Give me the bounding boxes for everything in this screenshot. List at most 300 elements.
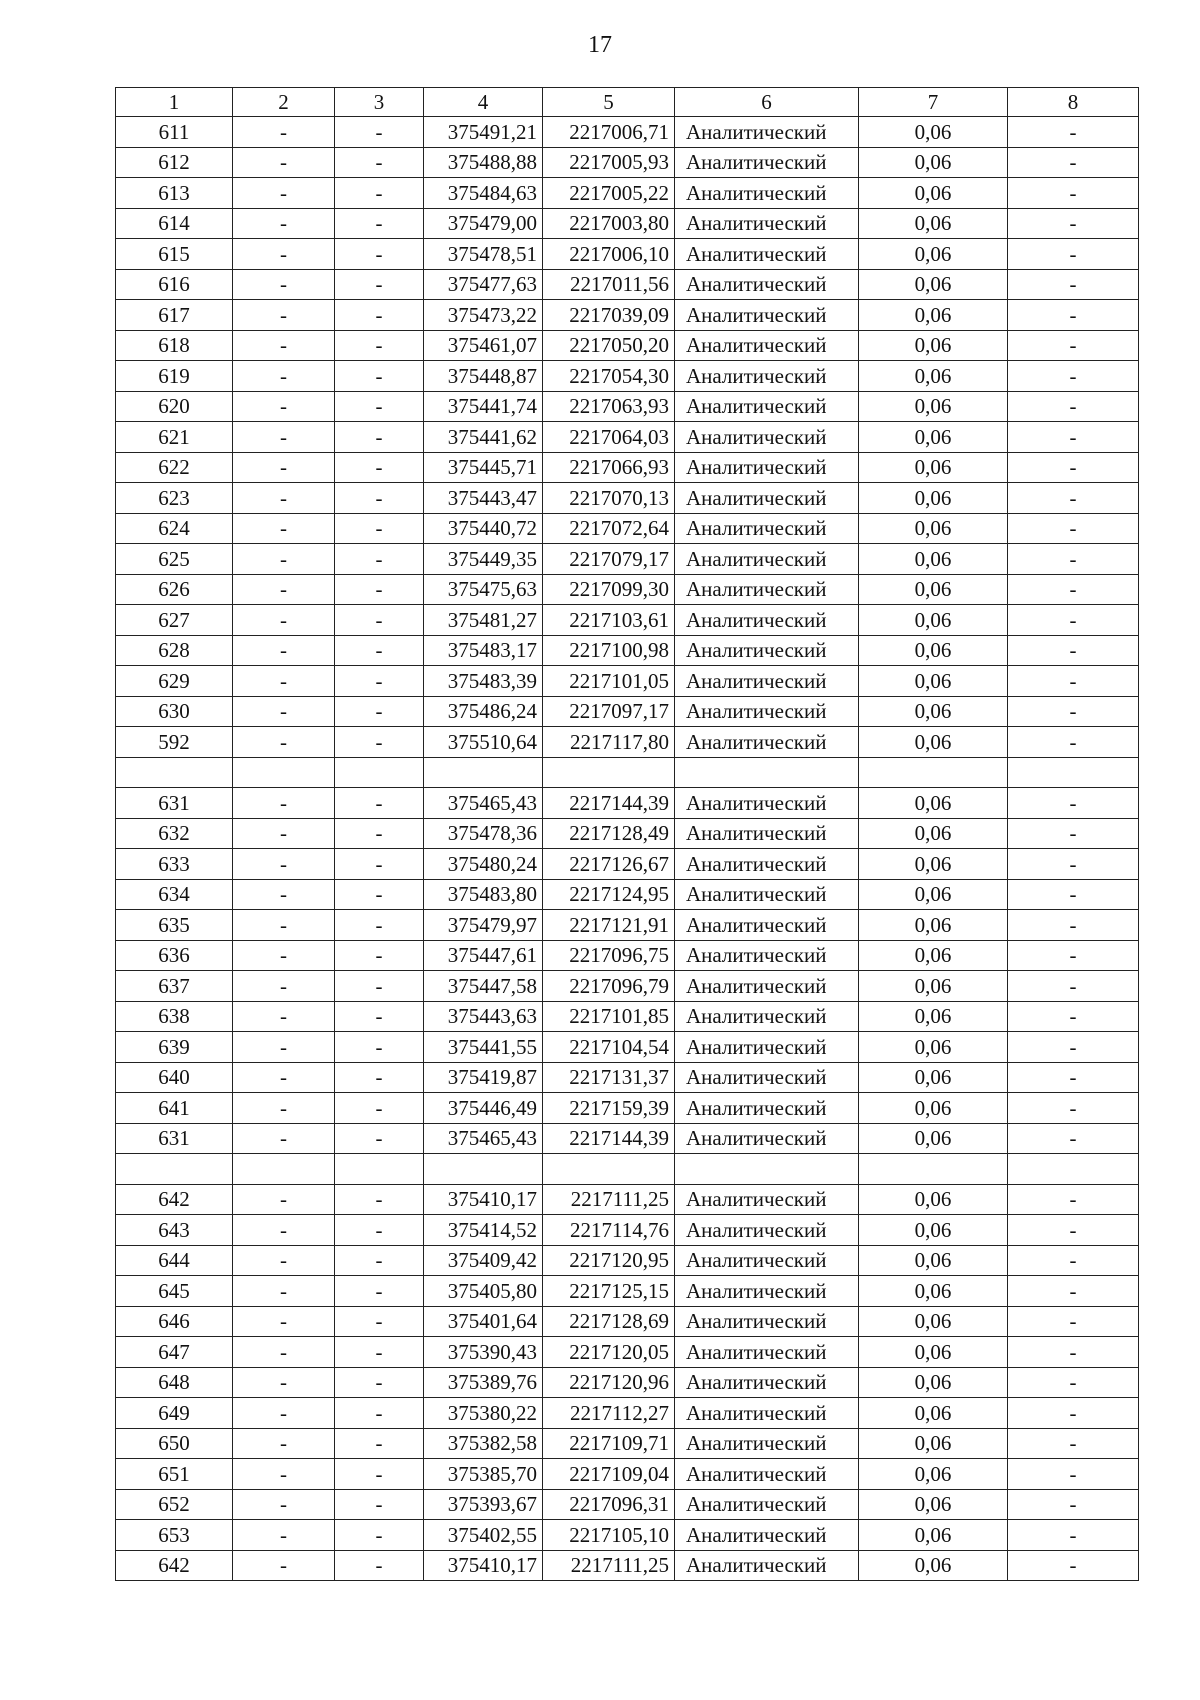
col-8-value [1008,757,1139,788]
point-number: 637 [116,971,233,1002]
coordinate-y: 2217128,69 [543,1306,675,1337]
col-3-value: - [335,818,424,849]
coordinate-y: 2217100,98 [543,635,675,666]
accuracy-value: 0,06 [859,574,1008,605]
coordinate-x [424,757,543,788]
coordinate-y: 2217063,93 [543,391,675,422]
point-number: 640 [116,1062,233,1093]
table-separator-row [116,757,1139,788]
coordinate-x: 375481,27 [424,605,543,636]
coordinate-x: 375380,22 [424,1398,543,1429]
method-value: Аналитический [675,147,859,178]
method-value: Аналитический [675,483,859,514]
col-2-value: - [233,849,335,880]
point-number: 627 [116,605,233,636]
table-row [116,147,1139,178]
table-row [116,818,1139,849]
accuracy-value: 0,06 [859,1428,1008,1459]
point-number: 622 [116,452,233,483]
col-2-value: - [233,147,335,178]
col-2-value: - [233,1276,335,1307]
coordinate-y: 2217096,75 [543,940,675,971]
accuracy-value: 0,06 [859,635,1008,666]
col-8-value: - [1008,1032,1139,1063]
coordinate-y [543,757,675,788]
accuracy-value: 0,06 [859,1550,1008,1581]
point-number: 630 [116,696,233,727]
col-8-value: - [1008,269,1139,300]
coordinate-x: 375409,42 [424,1245,543,1276]
coordinate-x: 375475,63 [424,574,543,605]
col-3-value: - [335,269,424,300]
col-8-value: - [1008,940,1139,971]
coordinate-x: 375483,80 [424,879,543,910]
coordinate-x: 375483,17 [424,635,543,666]
col-3-value: - [335,1489,424,1520]
coordinate-x: 375441,74 [424,391,543,422]
col-3-value: - [335,483,424,514]
accuracy-value: 0,06 [859,117,1008,148]
table-row [116,849,1139,880]
column-header-8: 8 [1008,88,1139,117]
coordinate-x: 375443,47 [424,483,543,514]
point-number: 592 [116,727,233,758]
method-value: Аналитический [675,1459,859,1490]
method-value: Аналитический [675,1337,859,1368]
coordinate-y: 2217114,76 [543,1215,675,1246]
method-value: Аналитический [675,330,859,361]
coordinate-x: 375410,17 [424,1184,543,1215]
table-row [116,1245,1139,1276]
col-2-value: - [233,788,335,819]
method-value: Аналитический [675,1032,859,1063]
accuracy-value: 0,06 [859,1093,1008,1124]
col-3-value: - [335,1184,424,1215]
col-2-value: - [233,391,335,422]
col-3-value: - [335,391,424,422]
accuracy-value: 0,06 [859,1367,1008,1398]
point-number: 642 [116,1184,233,1215]
coordinate-y: 2217125,15 [543,1276,675,1307]
point-number: 634 [116,879,233,910]
accuracy-value [859,757,1008,788]
col-8-value: - [1008,1337,1139,1368]
method-value: Аналитический [675,635,859,666]
col-8-value: - [1008,1215,1139,1246]
point-number: 621 [116,422,233,453]
col-8-value: - [1008,696,1139,727]
accuracy-value: 0,06 [859,1489,1008,1520]
col-3-value: - [335,513,424,544]
point-number: 645 [116,1276,233,1307]
point-number: 636 [116,940,233,971]
table-row [116,1001,1139,1032]
col-8-value: - [1008,666,1139,697]
coordinate-x: 375484,63 [424,178,543,209]
accuracy-value: 0,06 [859,391,1008,422]
table-row [116,1337,1139,1368]
table-row [116,1215,1139,1246]
method-value: Аналитический [675,1062,859,1093]
col-3-value: - [335,422,424,453]
col-2-value: - [233,483,335,514]
col-3-value: - [335,635,424,666]
col-2-value: - [233,208,335,239]
method-value: Аналитический [675,879,859,910]
table-row [116,1306,1139,1337]
col-8-value: - [1008,971,1139,1002]
col-2-value: - [233,422,335,453]
point-number: 644 [116,1245,233,1276]
coordinate-y: 2217003,80 [543,208,675,239]
accuracy-value [859,1154,1008,1185]
accuracy-value: 0,06 [859,330,1008,361]
method-value: Аналитический [675,1245,859,1276]
table-row [116,910,1139,941]
coordinate-y: 2217039,09 [543,300,675,331]
col-2-value: - [233,1062,335,1093]
accuracy-value: 0,06 [859,239,1008,270]
col-3-value: - [335,971,424,1002]
table-row [116,1367,1139,1398]
col-2-value: - [233,513,335,544]
table-row [116,605,1139,636]
col-3-value: - [335,1337,424,1368]
table-body [116,117,1139,1581]
col-2-value: - [233,910,335,941]
col-2-value: - [233,940,335,971]
table-row [116,1520,1139,1551]
coordinate-x: 375441,55 [424,1032,543,1063]
col-8-value: - [1008,574,1139,605]
col-2-value: - [233,300,335,331]
col-2-value: - [233,879,335,910]
table-row [116,879,1139,910]
coordinate-x: 375449,35 [424,544,543,575]
coordinate-y: 2217105,10 [543,1520,675,1551]
col-3-value: - [335,1428,424,1459]
accuracy-value: 0,06 [859,1123,1008,1154]
col-8-value: - [1008,1123,1139,1154]
col-3-value: - [335,1398,424,1429]
coordinate-y: 2217111,25 [543,1184,675,1215]
coordinate-y: 2217111,25 [543,1550,675,1581]
col-2-value: - [233,1306,335,1337]
method-value: Аналитический [675,178,859,209]
point-number: 648 [116,1367,233,1398]
col-8-value: - [1008,330,1139,361]
accuracy-value: 0,06 [859,1398,1008,1429]
method-value: Аналитический [675,1093,859,1124]
col-2-value: - [233,818,335,849]
point-number: 620 [116,391,233,422]
point-number: 643 [116,1215,233,1246]
accuracy-value: 0,06 [859,1032,1008,1063]
coordinate-x: 375402,55 [424,1520,543,1551]
accuracy-value: 0,06 [859,1337,1008,1368]
accuracy-value: 0,06 [859,1062,1008,1093]
point-number: 642 [116,1550,233,1581]
col-8-value: - [1008,422,1139,453]
coordinate-x: 375419,87 [424,1062,543,1093]
point-number: 639 [116,1032,233,1063]
col-2-value: - [233,727,335,758]
col-2-value: - [233,330,335,361]
coordinate-y: 2217006,71 [543,117,675,148]
col-3-value: - [335,330,424,361]
col-3-value: - [335,1123,424,1154]
method-value: Аналитический [675,1306,859,1337]
coordinate-x: 375465,43 [424,788,543,819]
column-header-4: 4 [424,88,543,117]
column-header-6: 6 [675,88,859,117]
column-header-5: 5 [543,88,675,117]
accuracy-value: 0,06 [859,1215,1008,1246]
coordinate-x: 375447,61 [424,940,543,971]
col-2-value: - [233,1093,335,1124]
col-2-value: - [233,1459,335,1490]
method-value: Аналитический [675,696,859,727]
accuracy-value: 0,06 [859,1001,1008,1032]
table-row [116,239,1139,270]
table-row [116,330,1139,361]
col-8-value: - [1008,483,1139,514]
point-number: 641 [116,1093,233,1124]
point-number: 647 [116,1337,233,1368]
coordinate-x: 375440,72 [424,513,543,544]
method-value: Аналитический [675,574,859,605]
method-value: Аналитический [675,300,859,331]
method-value: Аналитический [675,818,859,849]
coordinate-x: 375486,24 [424,696,543,727]
column-header-1: 1 [116,88,233,117]
method-value: Аналитический [675,1428,859,1459]
method-value: Аналитический [675,1001,859,1032]
table-row [116,544,1139,575]
point-number: 624 [116,513,233,544]
col-3-value: - [335,544,424,575]
coordinate-y: 2217124,95 [543,879,675,910]
coordinates-table [115,87,1139,1581]
table-row [116,574,1139,605]
point-number: 629 [116,666,233,697]
coordinate-x: 375448,87 [424,361,543,392]
coordinate-x: 375443,63 [424,1001,543,1032]
col-3-value: - [335,696,424,727]
point-number: 632 [116,818,233,849]
col-8-value: - [1008,513,1139,544]
coordinate-y: 2217120,95 [543,1245,675,1276]
accuracy-value: 0,06 [859,788,1008,819]
coordinate-y: 2217050,20 [543,330,675,361]
col-8-value: - [1008,1489,1139,1520]
accuracy-value: 0,06 [859,818,1008,849]
col-3-value: - [335,849,424,880]
table-row [116,940,1139,971]
coordinate-y: 2217099,30 [543,574,675,605]
point-number: 649 [116,1398,233,1429]
col-8-value: - [1008,727,1139,758]
accuracy-value: 0,06 [859,513,1008,544]
col-3-value: - [335,788,424,819]
method-value: Аналитический [675,1489,859,1520]
coordinate-x: 375385,70 [424,1459,543,1490]
coordinate-y: 2217144,39 [543,1123,675,1154]
col-8-value: - [1008,117,1139,148]
col-2-value: - [233,574,335,605]
col-8-value: - [1008,1550,1139,1581]
col-2-value: - [233,361,335,392]
col-3-value: - [335,452,424,483]
coordinate-x: 375410,17 [424,1550,543,1581]
point-number: 625 [116,544,233,575]
coordinate-x: 375401,64 [424,1306,543,1337]
method-value: Аналитический [675,361,859,392]
col-8-value: - [1008,1245,1139,1276]
col-2-value: - [233,1550,335,1581]
method-value: Аналитический [675,1367,859,1398]
table-row [116,788,1139,819]
accuracy-value: 0,06 [859,1245,1008,1276]
table-row [116,452,1139,483]
col-3-value: - [335,910,424,941]
col-2-value: - [233,666,335,697]
accuracy-value: 0,06 [859,147,1008,178]
col-2-value: - [233,1245,335,1276]
accuracy-value: 0,06 [859,971,1008,1002]
col-2-value: - [233,1398,335,1429]
column-header-2: 2 [233,88,335,117]
point-number: 613 [116,178,233,209]
col-8-value [1008,1154,1139,1185]
col-8-value: - [1008,239,1139,270]
col-8-value: - [1008,879,1139,910]
col-8-value: - [1008,1093,1139,1124]
accuracy-value: 0,06 [859,1276,1008,1307]
col-2-value: - [233,117,335,148]
point-number: 619 [116,361,233,392]
coordinate-y: 2217159,39 [543,1093,675,1124]
coordinate-x: 375488,88 [424,147,543,178]
col-3-value: - [335,117,424,148]
coordinate-x: 375483,39 [424,666,543,697]
accuracy-value: 0,06 [859,1184,1008,1215]
coordinate-y: 2217096,79 [543,971,675,1002]
col-8-value: - [1008,1276,1139,1307]
accuracy-value: 0,06 [859,879,1008,910]
coordinate-x: 375445,71 [424,452,543,483]
table-separator-row [116,1154,1139,1185]
col-3-value: - [335,1215,424,1246]
coordinate-y: 2217011,56 [543,269,675,300]
col-3-value: - [335,940,424,971]
col-8-value: - [1008,1001,1139,1032]
col-3-value: - [335,1245,424,1276]
coordinate-x: 375389,76 [424,1367,543,1398]
table-row [116,727,1139,758]
coordinate-y: 2217079,17 [543,544,675,575]
table-header-row [116,88,1139,117]
method-value: Аналитический [675,788,859,819]
col-8-value: - [1008,910,1139,941]
method-value: Аналитический [675,391,859,422]
point-number: 631 [116,1123,233,1154]
coordinate-y: 2217120,05 [543,1337,675,1368]
point-number: 618 [116,330,233,361]
coordinate-y: 2217005,93 [543,147,675,178]
table-row [116,666,1139,697]
accuracy-value: 0,06 [859,910,1008,941]
coordinate-y: 2217054,30 [543,361,675,392]
col-8-value: - [1008,1398,1139,1429]
col-2-value: - [233,1001,335,1032]
method-value: Аналитический [675,208,859,239]
col-8-value: - [1008,1367,1139,1398]
col-8-value: - [1008,849,1139,880]
method-value: Аналитический [675,940,859,971]
col-8-value: - [1008,818,1139,849]
accuracy-value: 0,06 [859,727,1008,758]
col-3-value: - [335,574,424,605]
col-2-value: - [233,178,335,209]
col-3-value: - [335,361,424,392]
coordinate-y: 2217120,96 [543,1367,675,1398]
point-number: 633 [116,849,233,880]
method-value: Аналитический [675,971,859,1002]
coordinate-y [543,1154,675,1185]
coordinate-x: 375479,00 [424,208,543,239]
col-8-value: - [1008,605,1139,636]
accuracy-value: 0,06 [859,208,1008,239]
col-3-value: - [335,208,424,239]
col-2-value: - [233,239,335,270]
accuracy-value: 0,06 [859,1520,1008,1551]
col-2-value: - [233,1337,335,1368]
table-row [116,391,1139,422]
col-3-value: - [335,879,424,910]
accuracy-value: 0,06 [859,178,1008,209]
point-number: 616 [116,269,233,300]
method-value: Аналитический [675,1520,859,1551]
method-value: Аналитический [675,1550,859,1581]
col-8-value: - [1008,1459,1139,1490]
coordinate-y: 2217112,27 [543,1398,675,1429]
table-row [116,1184,1139,1215]
col-8-value: - [1008,361,1139,392]
point-number: 617 [116,300,233,331]
method-value: Аналитический [675,1184,859,1215]
method-value: Аналитический [675,422,859,453]
col-8-value: - [1008,1062,1139,1093]
method-value: Аналитический [675,1398,859,1429]
coordinate-y: 2217117,80 [543,727,675,758]
coordinate-x: 375479,97 [424,910,543,941]
coordinate-y: 2217121,91 [543,910,675,941]
point-number: 638 [116,1001,233,1032]
col-3-value: - [335,605,424,636]
col-3-value: - [335,1001,424,1032]
col-2-value: - [233,696,335,727]
col-2-value: - [233,605,335,636]
table-row [116,1123,1139,1154]
coordinate-x: 375447,58 [424,971,543,1002]
point-number: 615 [116,239,233,270]
method-value: Аналитический [675,1123,859,1154]
col-8-value: - [1008,635,1139,666]
coordinate-y: 2217144,39 [543,788,675,819]
col-2-value [233,757,335,788]
coordinate-y: 2217128,49 [543,818,675,849]
